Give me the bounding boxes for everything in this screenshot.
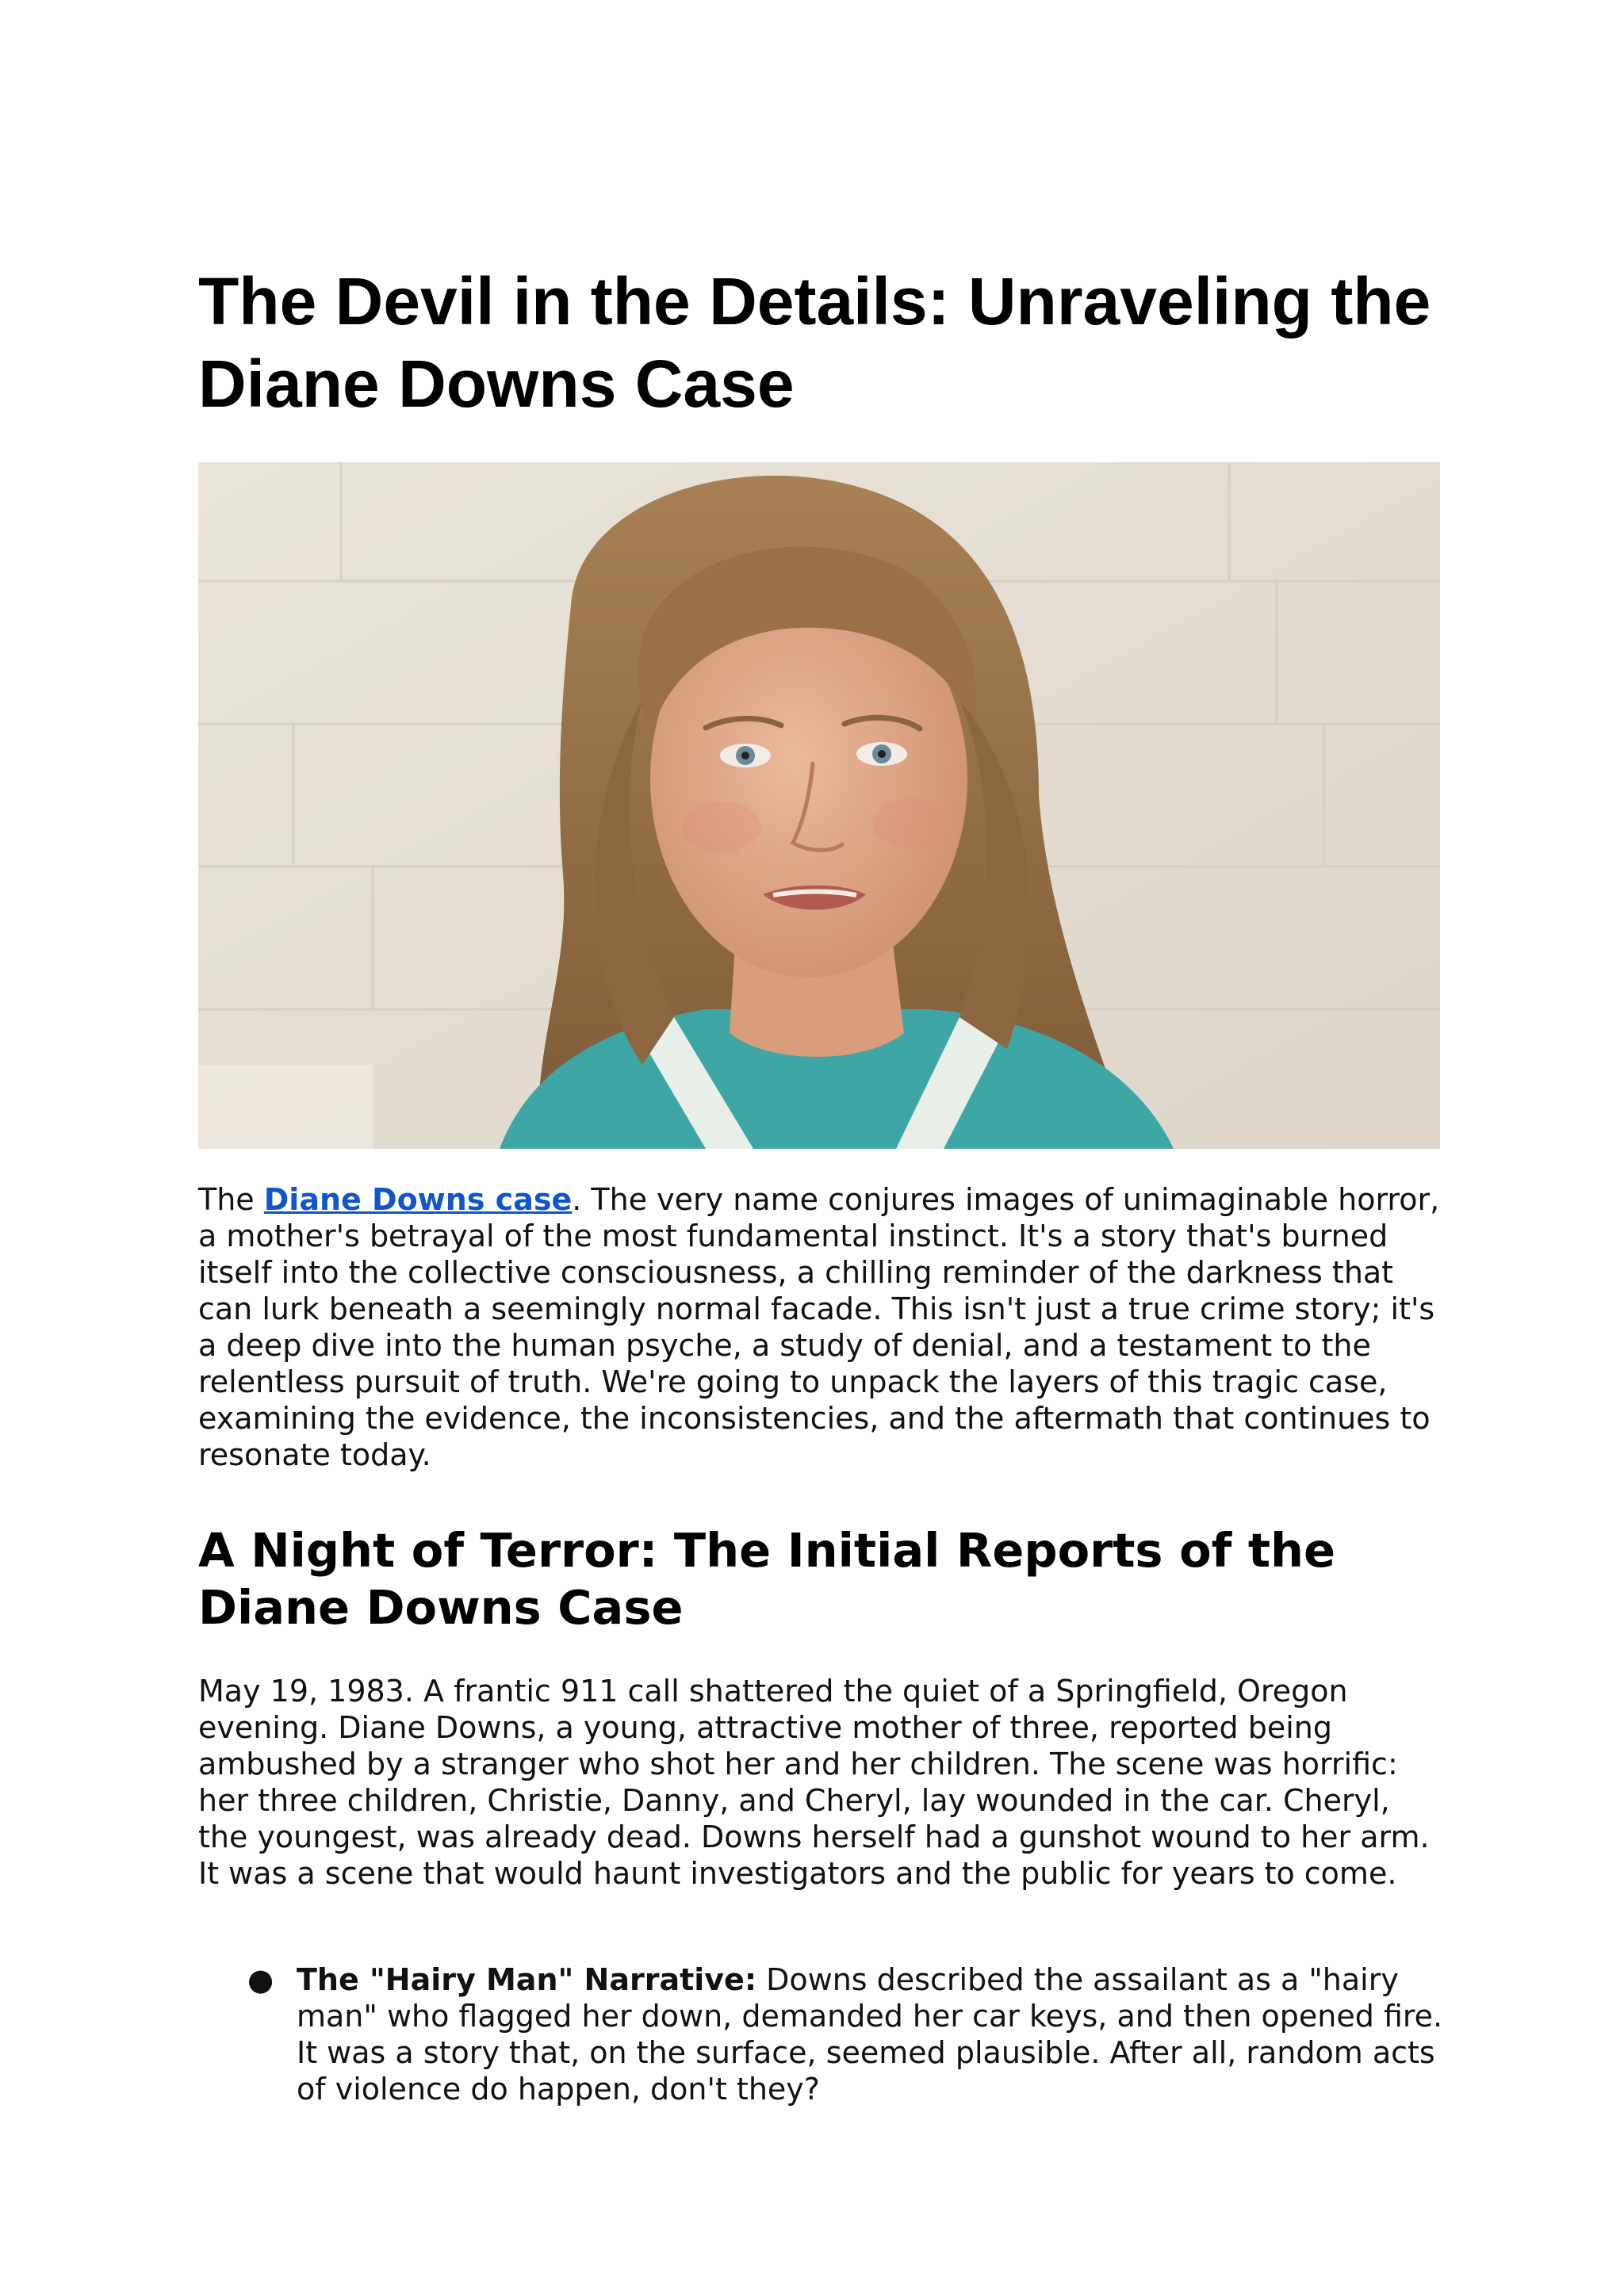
bullet-dot-icon: ● bbox=[247, 1962, 274, 1997]
article-title: The Devil in the Details: Unraveling the Diane Downs Case bbox=[198, 264, 1431, 421]
intro-text: . The very name conjures images of unimaginable horror, a mother's betrayal of the most fundamental instinct. It's a story that's burned itself into the collective consciousness, a chilling reminder of the darkness that can lurk beneath a seemingly normal facade. This isn't just a true crime story; it's a deep dive into the human psyche, a study of denial, and a testament to the relentless pursuit of truth. We're going to unpack the layers of this tragic case, examining the evidence, the inconsistencies, and the aftermath that continues to resonate today. bbox=[198, 1182, 1440, 1472]
intro-paragraph bbox=[198, 1181, 1443, 1473]
intro-prefix: The bbox=[198, 1182, 264, 1217]
list-item bbox=[198, 1961, 1443, 2107]
hero-image bbox=[198, 462, 1440, 1149]
section-heading: A Night of Terror: The Initial Reports of the Diane Downs Case bbox=[198, 1523, 1336, 1635]
bullet-bold-lead: The "Hairy Man" Narrative: bbox=[297, 1962, 757, 1997]
bullet-text: Downs described the assailant as a "hairy man" who flagged her down, demanded her car keys, and then opened fire. It was a story that, on the surface, seemed plausible. After all, random acts of violence do happen, don't they? bbox=[297, 1962, 1443, 2107]
bullet-list bbox=[198, 1961, 1443, 2107]
portrait-photo bbox=[198, 462, 1440, 1149]
section-paragraph: May 19, 1983. A frantic 911 call shattered the quiet of a Springfield, Oregon evening. Diane Downs, a young, attractive mother of three, reported being ambushed by a stranger who shot her and her children. The scene was horrific: her three children, Christie, Danny, and Cheryl, lay wounded in the car. Cheryl, the youngest, was already dead. Downs herself had a gunshot wound to her arm. It was a scene that would haunt investigators and the public for years to come. bbox=[198, 1674, 1430, 1891]
diane-downs-case-link[interactable]: Diane Downs case bbox=[263, 1182, 573, 1217]
